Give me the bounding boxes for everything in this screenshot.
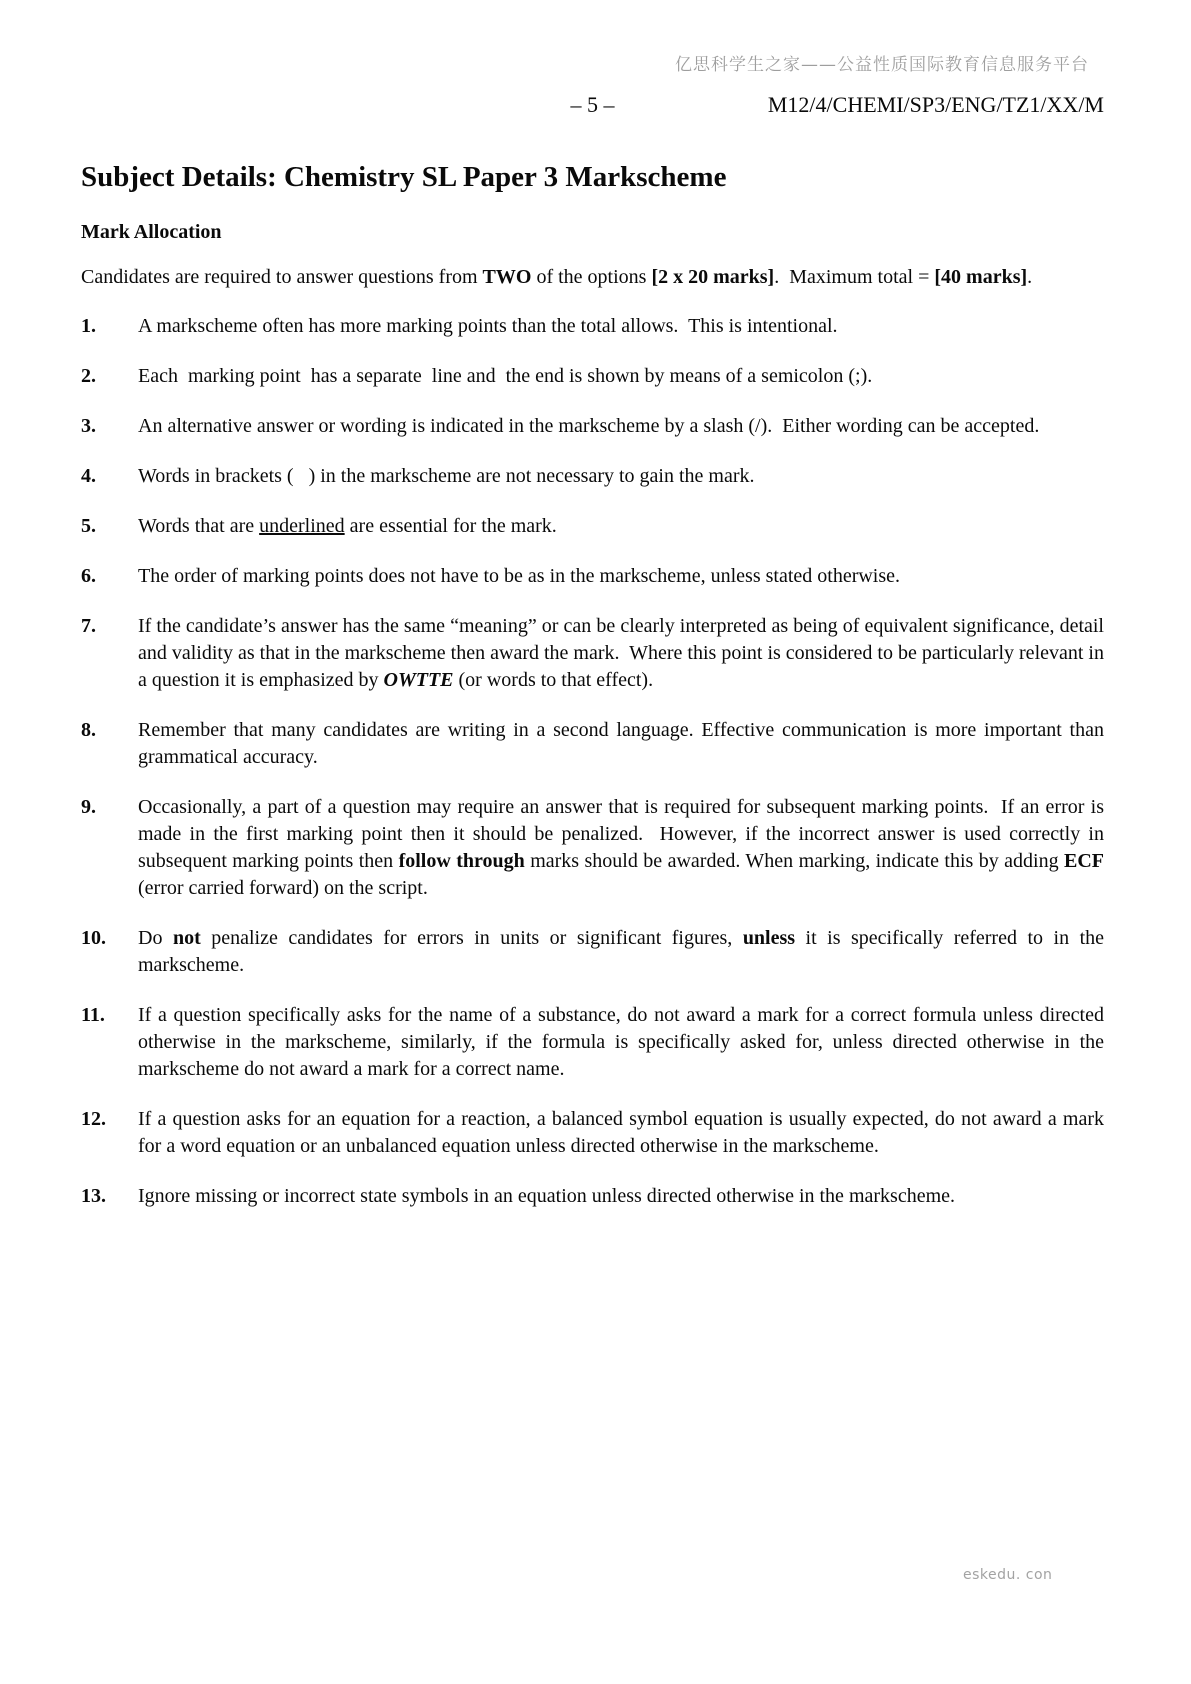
text-run: If a question specifically asks for the name of a substance, do not award a mark for a correct formula unless directed otherwise in the markscheme, similarly, if the formula is specifically asked for, unless directed otherwise in the markscheme do not award a mark for a correct name. [138,1004,1104,1080]
item-text [138,613,1104,694]
page-number: – 5 – [570,92,615,117]
item-number: 13. [81,1185,106,1207]
list-item [81,563,1104,590]
item-text [138,413,1104,440]
item-number: 5. [81,515,96,537]
item-number: 10. [81,927,106,949]
text-run: Words in brackets ( ) in the markscheme are not necessary to gain the mark. [138,465,755,487]
page-title: Subject Details: Chemistry SL Paper 3 Markscheme [81,161,727,193]
text-run: marks should be awarded. When marking, indicate this by adding [524,850,1064,872]
header-watermark: 亿思科学生之家——公益性质国际教育信息服务平台 [675,55,1089,75]
footer-watermark: eskedu. con [963,1567,1053,1583]
text-run: underlined [259,515,345,537]
text-run: it is specifically referred to in the markscheme. [138,927,1105,976]
item-text [138,1002,1104,1083]
text-run: OWTTE [383,669,454,691]
item-text [138,717,1104,771]
item-text [138,1183,1104,1210]
list-item [81,313,1104,340]
text-run: Ignore missing or incorrect state symbols in an equation unless directed otherwise in the markscheme. [138,1185,956,1207]
section-heading: Mark Allocation [81,221,222,243]
item-text [138,463,1104,490]
text-run: Occasionally, a part of a question may require an answer that is required for subsequent marking points. If an error is made in the first marking point then it should be penalized. However, if the incorrect answer is used correctly in subsequent marking points then [138,796,1104,872]
list-item [81,794,1104,902]
item-number: 1. [81,315,96,337]
text-run: penalize candidates for errors in units or significant figures, [200,927,743,949]
item-text [138,925,1104,979]
item-text [138,794,1104,902]
list-item [81,613,1104,694]
item-text [138,563,1104,590]
intro-paragraph [81,264,1104,291]
list-item [81,363,1104,390]
item-number: 4. [81,465,96,487]
list-item [81,1002,1104,1083]
text-run: (error carried forward) on the script. [138,877,428,899]
list-item [81,1106,1104,1160]
text-run: A markscheme often has more marking points than the total allows. This is intentional. [138,315,838,337]
list-item [81,1183,1104,1210]
text-run: . [1027,266,1033,288]
text-run: not [172,927,201,949]
list-item [81,925,1104,979]
text-run: ECF [1064,850,1104,872]
list-item [81,413,1104,440]
text-run: Each marking point has a separate line and the end is shown by means of a semicolon (;). [138,365,873,387]
text-run: The order of marking points does not have to be as in the markscheme, unless stated otherwise. [138,565,901,587]
text-run: follow through [398,850,525,872]
list-item [81,463,1104,490]
text-run: [2 x 20 marks] [651,266,775,288]
item-number: 3. [81,415,96,437]
item-number: 9. [81,796,96,818]
text-run: of the options [531,266,652,288]
text-run: (or words to that effect). [453,669,654,691]
item-text [138,1106,1104,1160]
item-text [138,363,1104,390]
item-number: 12. [81,1108,106,1130]
item-text [138,313,1104,340]
doc-code: M12/4/CHEMI/SP3/ENG/TZ1/XX/M [767,92,1104,117]
item-number: 6. [81,565,96,587]
item-text [138,513,1104,540]
text-run: TWO [482,266,532,288]
text-run: If a question asks for an equation for a reaction, a balanced symbol equation is usually expected, do not award a mark for a word equation or an unbalanced equation unless directed otherwise in the markscheme. [138,1108,1104,1157]
text-run: Do [138,927,173,949]
text-run: . Maximum total = [774,266,935,288]
text-run: Remember that many candidates are writing in a second language. Effective communication is more important than grammatical accuracy. [138,719,1104,768]
item-number: 2. [81,365,96,387]
item-number: 11. [81,1004,105,1026]
text-run: If the candidate’s answer has the same “meaning” or can be clearly interpreted as being of equivalent significance, detail and validity as that in the markscheme then award the mark. Where this point is considered to be particularly relevant in a question it is emphasized by [138,615,1104,691]
list-item [81,513,1104,540]
item-number: 7. [81,615,96,637]
text-run: Candidates are required to answer questions from [81,266,483,288]
list-item [81,717,1104,771]
text-run: unless [742,927,796,949]
document-body [81,0,1104,1233]
text-run: An alternative answer or wording is indicated in the markscheme by a slash (/). Either wording can be accepted. [138,415,1040,437]
text-run: are essential for the mark. [344,515,557,537]
numbered-list [81,313,1104,1210]
text-run: [40 marks] [934,266,1028,288]
item-number: 8. [81,719,96,741]
text-run: Words that are [138,515,260,537]
